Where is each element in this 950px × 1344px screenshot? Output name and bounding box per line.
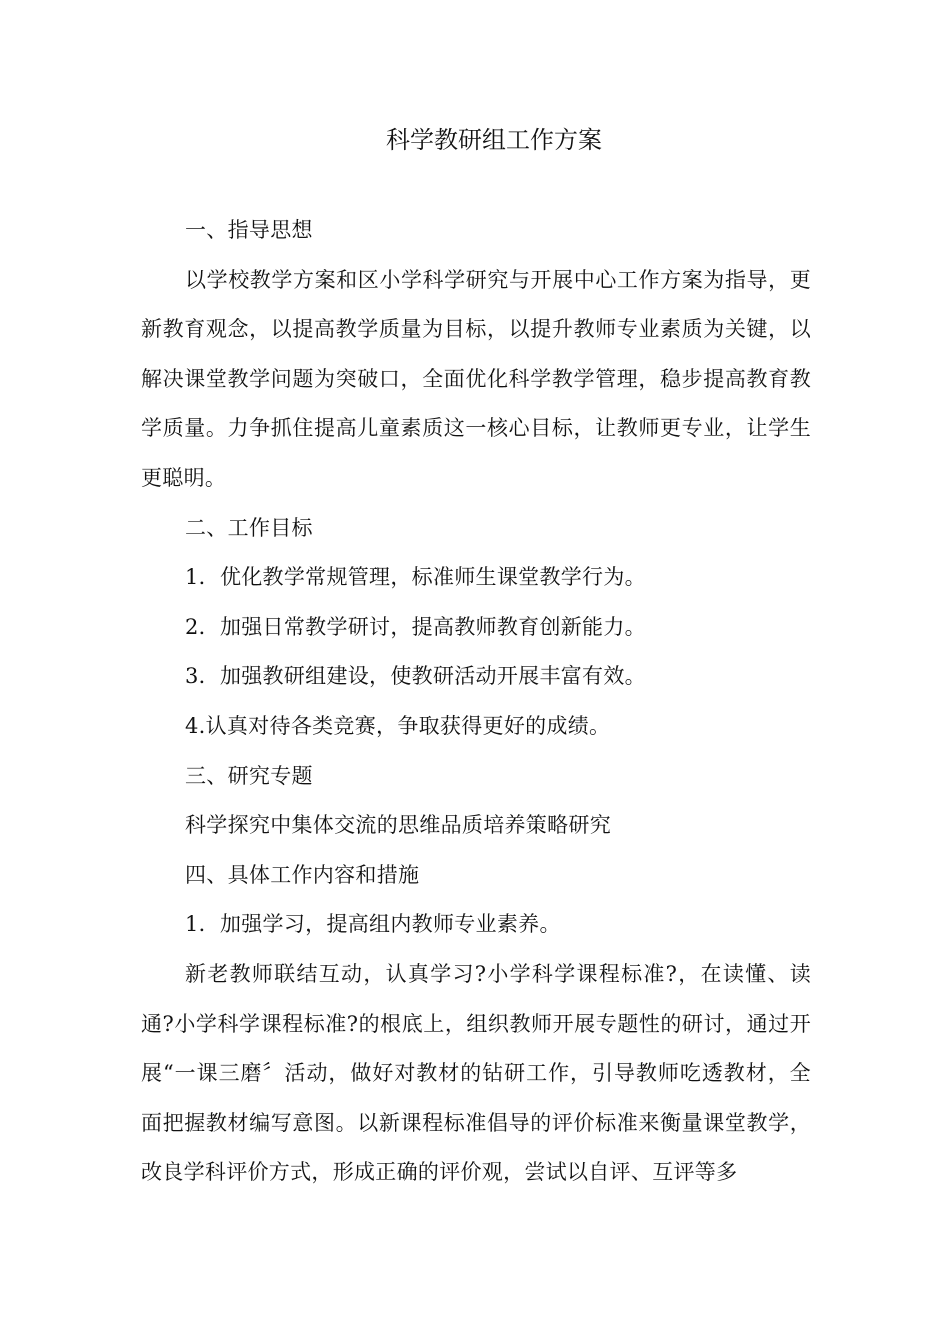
paragraph-guiding-ideology: 以学校教学方案和区小学科学研究与开展中心工作方案为指导，更新教育观念，以提高教学质量为目标，以提升教师专业素质为关键，以解决课堂教学问题为突破口，全面优化科学教学管理，稳步提高教育教学质量。力争抓住提高儿童素质这一核心目标，让教师更专业，让学生更聪明。 (141, 267, 811, 490)
section-heading-work-content: 四、具体工作内容和措施 (185, 862, 420, 887)
paragraph-work-content-detail: 新老教师联结互动，认真学习?小学科学课程标准?，在读懂、读通?小学科学课程标准?的根底上，组织教师开展专题性的研讨，通过开展“一课三磨〞活动，做好对教材的钻研工作，引导教师吃透教材，全面把握教材编写意图。以新课程标准倡导的评价标准来衡量课堂教学，改良学科评价方式，形成正确的评价观，尝试以自评、互评等多 (141, 961, 811, 1185)
document-title: 科学教研组工作方案 (386, 126, 602, 154)
goal-item-2: 2．加强日常教学研讨，提高教师教育创新能力。 (185, 614, 646, 639)
section-heading-guiding-ideology: 一、指导思想 (185, 218, 313, 242)
section-heading-work-goals: 二、工作目标 (185, 515, 313, 540)
research-topic-text: 科学探究中集体交流的思维品质培养策略研究 (185, 813, 611, 838)
work-content-item-1: 1．加强学习，提高组内教师专业素养。 (185, 912, 561, 937)
goal-item-3: 3．加强教研组建设，使教研活动开展丰富有效。 (185, 664, 646, 689)
goal-item-1: 1．优化教学常规管理，标准师生课堂教学行为。 (185, 565, 646, 590)
section-heading-research-topic: 三、研究专题 (185, 763, 313, 788)
goal-item-4: 4.认真对待各类竞赛，争取获得更好的成绩。 (185, 713, 611, 738)
document-body (141, 206, 811, 1198)
